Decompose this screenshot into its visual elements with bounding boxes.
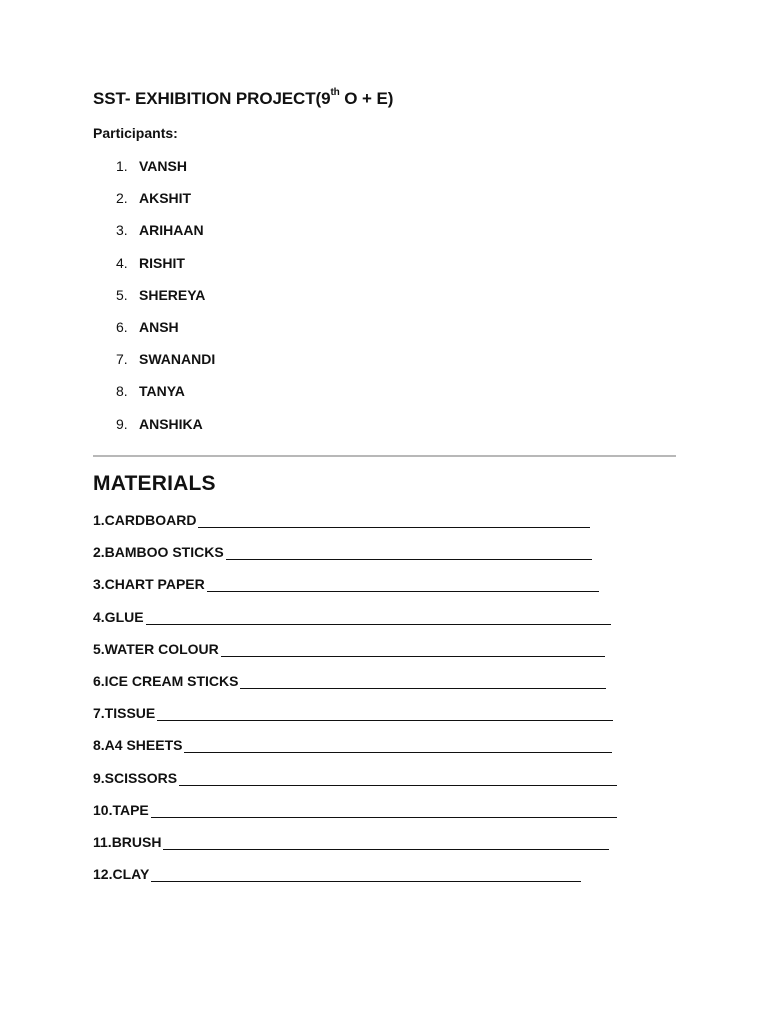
material-label: 4.GLUE bbox=[93, 608, 144, 625]
material-item bbox=[93, 802, 617, 834]
material-label: 10.TAPE bbox=[93, 801, 149, 818]
participants-label: Participants: bbox=[93, 125, 178, 141]
title-tail: O + E) bbox=[339, 89, 394, 108]
material-item bbox=[93, 673, 617, 705]
material-blank-line bbox=[151, 802, 617, 818]
participant-name: SWANANDI bbox=[139, 351, 216, 368]
materials-list bbox=[93, 512, 617, 898]
participant-name: VANSH bbox=[139, 158, 187, 174]
participant-number: 3. bbox=[116, 222, 128, 239]
material-item bbox=[93, 866, 617, 898]
material-label: 5.WATER COLOUR bbox=[93, 640, 219, 657]
material-item bbox=[93, 576, 617, 608]
material-label: 9.SCISSORS bbox=[93, 769, 178, 786]
page-title bbox=[93, 89, 393, 109]
participant-number: 7. bbox=[116, 351, 128, 368]
material-item bbox=[93, 770, 617, 802]
material-label: 8.A4 SHEETS bbox=[93, 737, 183, 754]
participant-name: TANYA bbox=[139, 383, 185, 400]
material-blank-line bbox=[198, 512, 590, 528]
material-label: 12.CLAY bbox=[93, 866, 150, 883]
participant-name: AKSHIT bbox=[139, 190, 192, 207]
material-item bbox=[93, 609, 617, 641]
material-label: 2.BAMBOO STICKS bbox=[93, 544, 224, 561]
material-item bbox=[93, 544, 617, 576]
material-item bbox=[93, 737, 617, 769]
participant-number: 1. bbox=[116, 158, 128, 174]
material-blank-line bbox=[226, 544, 592, 560]
participant-number: 6. bbox=[116, 318, 128, 335]
materials-heading: MATERIALS bbox=[93, 472, 216, 495]
material-label: 7.TISSUE bbox=[93, 705, 156, 722]
material-item bbox=[93, 834, 617, 866]
participant-number: 2. bbox=[116, 190, 128, 207]
participant-number: 9. bbox=[116, 415, 128, 432]
material-blank-line bbox=[146, 609, 611, 625]
material-label: 11.BRUSH bbox=[93, 833, 162, 850]
material-blank-line bbox=[157, 705, 613, 721]
material-blank-line bbox=[163, 834, 609, 850]
section-divider bbox=[93, 455, 676, 457]
material-item bbox=[93, 641, 617, 673]
material-item bbox=[93, 705, 617, 737]
material-label: 1.CARDBOARD bbox=[93, 512, 197, 528]
material-blank-line bbox=[221, 641, 605, 657]
participant-name: ARIHAAN bbox=[139, 222, 204, 239]
participant-number: 4. bbox=[116, 254, 128, 271]
participant-name: SHEREYA bbox=[139, 286, 206, 303]
material-item bbox=[93, 512, 617, 544]
title-superscript: th bbox=[330, 87, 340, 99]
material-blank-line bbox=[151, 866, 581, 882]
material-blank-line bbox=[179, 770, 617, 786]
material-blank-line bbox=[207, 576, 599, 592]
participant-name: ANSHIKA bbox=[139, 415, 203, 432]
material-blank-line bbox=[184, 737, 612, 753]
title-main: SST- EXHIBITION PROJECT(9 bbox=[93, 89, 331, 108]
participant-number: 5. bbox=[116, 286, 128, 303]
participant-name: ANSH bbox=[139, 318, 179, 335]
material-label: 6.ICE CREAM STICKS bbox=[93, 672, 239, 689]
material-label: 3.CHART PAPER bbox=[93, 576, 205, 593]
participant-name: RISHIT bbox=[139, 254, 185, 271]
material-blank-line bbox=[240, 673, 606, 689]
participant-number: 8. bbox=[116, 383, 128, 400]
